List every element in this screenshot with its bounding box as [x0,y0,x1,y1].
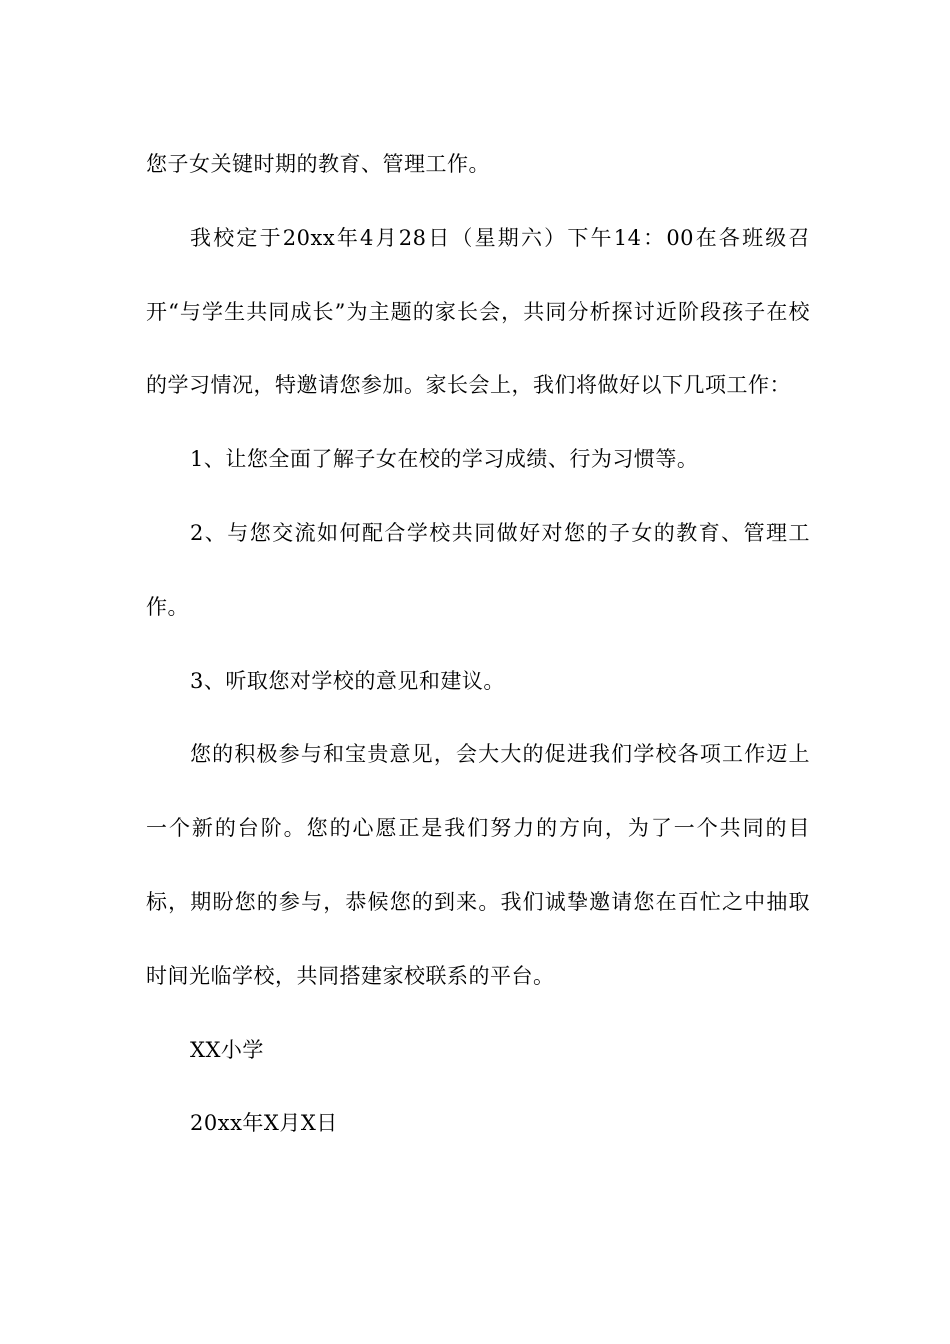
paragraph-closing: 您的积极参与和宝贵意见，会大大的促进我们学校各项工作迈上一个新的台阶。您的心愿正是我们努力的方向，为了一个共同的目标，期盼您的参与，恭候您的到来。我们诚挚邀请您在百忙之中抽取时间光临学校，共同搭建家校联系的平台。 [146,742,810,988]
signature-school: XX小学 [190,1037,264,1062]
letter-body [146,128,810,1161]
paragraph-item-3: 3、听取您对学校的意见和建议。 [190,668,505,693]
paragraph-item-1: 1、让您全面了解子女在校的学习成绩、行为习惯等。 [190,447,699,472]
signature-date: 20xx年X月X日 [190,1111,338,1136]
paragraph-continuation: 您子女关键时期的教育、管理工作。 [146,152,490,176]
paragraph-item-2: 2、与您交流如何配合学校共同做好对您的子女的教育、管理工作。 [146,520,810,619]
paragraph-meeting-notice: 我校定于20xx年4月28日（星期六）下午14：00在各班级召开“与学生共同成长”为主题的家长会，共同分析探讨近阶段孩子在校的学习情况，特邀请您参加。家长会上，我们将做好以下几项工作： [146,225,810,398]
